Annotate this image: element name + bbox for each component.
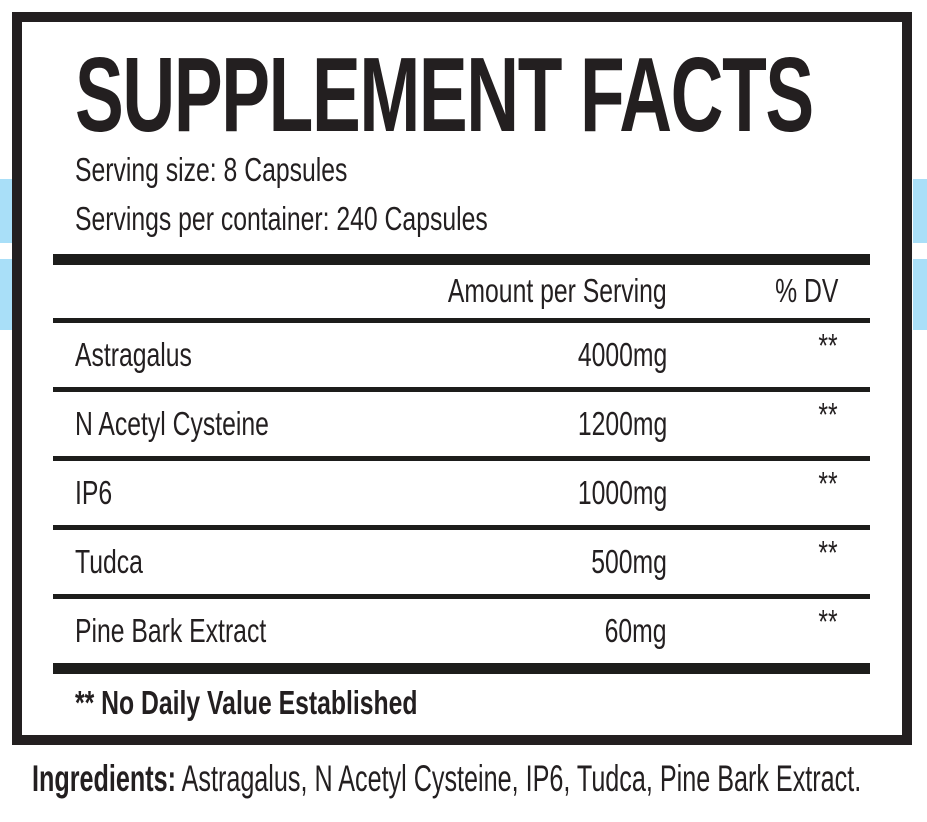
ingredient-dv: ** [818,396,838,433]
divider-bar-bottom [53,663,870,674]
ingredient-dv: ** [818,327,838,364]
ingredient-row [53,392,870,461]
column-header-dv: % DV [774,272,838,310]
divider-bar-top [53,254,870,265]
ingredient-row [53,323,870,392]
ingredient-name: Tudca [75,542,143,580]
ingredient-name: IP6 [75,473,113,511]
ingredient-row [53,530,870,599]
column-header-amount: Amount per Serving [448,272,667,310]
ingredient-name: Astragalus [75,335,192,373]
ingredient-name: N Acetyl Cysteine [75,404,269,442]
ingredient-dv: ** [818,603,838,640]
ingredient-row [53,599,870,663]
panel-title: SUPPLEMENT FACTS [75,36,813,154]
facts-table [53,254,870,674]
accent-stripe-right-top [913,179,927,243]
ingredient-dv: ** [818,465,838,502]
ingredients-list: Astragalus, N Acetyl Cysteine, IP6, Tudca, Pine Bark Extract. [175,758,862,799]
ingredient-amount: 4000mg [577,335,667,373]
ingredients-line [32,758,861,801]
ingredient-amount: 1000mg [577,473,667,511]
table-header-row [53,265,870,323]
ingredient-name: Pine Bark Extract [75,611,267,649]
ingredient-amount: 500mg [591,542,667,580]
accent-stripe-right-bottom [913,259,927,330]
serving-size-line: Serving size: 8 Capsules [75,151,348,188]
ingredient-dv: ** [818,534,838,571]
ingredient-amount: 1200mg [577,404,667,442]
ingredient-row [53,461,870,530]
servings-per-container-line: Servings per container: 240 Capsules [75,200,488,237]
ingredient-amount: 60mg [605,611,667,649]
no-daily-value-footnote: ** No Daily Value Established [75,684,418,721]
ingredients-label: Ingredients: [32,758,176,799]
supplement-facts-panel [12,12,912,745]
